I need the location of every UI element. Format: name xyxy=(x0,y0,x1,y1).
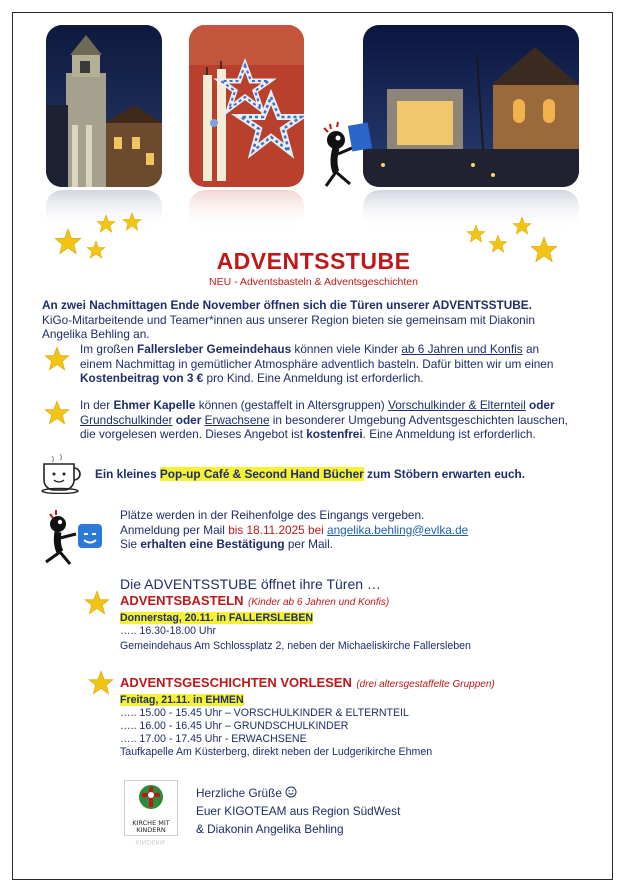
event-adventsgeschichten: ADVENTSGESCHICHTEN VORLESEN (drei altersgestaffelte Gruppen) Freitag, 21.11. in EHMEN ….. 15.00 - 15.45 Uhr – VORSCHULKINDER & ELTERNTEIL ….. 16.00 - 16.45 Uhr – GRUNDSCHULKINDER ….. 17.00 - 17.45 Uhr - ERWACHSENE Taufkapelle Am Küsterberg, direkt neben der Ludgerikirche Ehmen xyxy=(120,674,610,759)
star-bullet-icon xyxy=(84,590,110,616)
page-title: ADVENTSSTUBE xyxy=(216,248,411,274)
smiley-icon xyxy=(285,786,297,798)
figure-with-box-illustration xyxy=(34,508,110,568)
star-bullet-icon xyxy=(88,670,114,696)
star-icon xyxy=(512,216,532,236)
logo-reflection: KINDERN xyxy=(135,838,165,846)
photo-candles-stars xyxy=(189,25,304,187)
email-link[interactable]: angelika.behling@evlka.de xyxy=(327,522,469,537)
logo-text-1: KIRCHE MIT xyxy=(132,819,170,827)
time-slot: ….. 16.00 - 16.45 Uhr – GRUNDSCHULKINDER xyxy=(120,720,349,732)
time-slot: ….. 15.00 - 15.45 Uhr – VORSCHULKINDER & ELTERNTEIL xyxy=(120,707,409,719)
photo-candles-reflection xyxy=(189,190,304,230)
photo-chapel-night xyxy=(363,25,579,187)
closing-greeting: Herzliche Grüße Euer KIGOTEAM aus Region SüdWest & Diakonin Angelika Behling xyxy=(196,786,401,836)
page-subtitle: NEU - Adventsbasteln & Adventsgeschichten xyxy=(209,276,418,288)
cafe-line: Ein kleines Pop-up Café & Second Hand Bücher zum Stöbern erwarten euch. xyxy=(95,467,526,481)
event-advents-basteln: ADVENTSBASTELN (Kinder ab 6 Jahren und Konfis) Donnerstag, 20.11. in FALLERSLEBEN ….. 16.30-18.00 Uhr Gemeindehaus Am Schlossplatz 2, neben der Michaeliskirche Fallersleben xyxy=(120,593,471,652)
logo-text-2: KINDERN xyxy=(136,826,166,834)
time-slot: ….. 17.00 - 17.45 Uhr - ERWACHSENE xyxy=(120,733,307,745)
star-icon xyxy=(466,224,486,244)
intro-line-1: An zwei Nachmittagen Ende November öffnen sich die Türen unserer ADVENTSSTUBE. xyxy=(42,298,532,312)
coffee-cup-icon xyxy=(40,454,86,494)
star-icon xyxy=(122,212,142,232)
registration-info: Plätze werden in der Reihenfolge des Eingangs vergeben. Anmeldung per Mail bis 18.11.2025 bei angelika.behling@evlka.de Sie erhalten eine Bestätigung per Mail. xyxy=(120,508,469,552)
photo-church-tower xyxy=(46,25,162,187)
offer-fallersleben: Im großen Fallersleber Gemeindehaus können viele Kinder ab 6 Jahren und Konfis an einem Nachmittag in gemütlicher Atmosphäre adventlich basteln. Dafür bitten wir um einen Kostenbeitrag von 3 € pro Kind. Eine Anmeldung ist erforderlich. xyxy=(80,342,554,386)
intro-line-2: KiGo-Mitarbeitende und Teamer*innen aus unserer Region bieten sie gemeinsam mit Diakonin xyxy=(42,312,535,327)
star-bullet-icon xyxy=(44,346,70,372)
star-icon xyxy=(96,214,116,234)
reading-figure-illustration xyxy=(314,118,374,190)
schedule-heading: Die ADVENTSSTUBE öffnet ihre Türen … xyxy=(120,576,381,592)
intro-line-3: Angelika Behling an. xyxy=(42,327,150,342)
offer-ehmen: In der Ehmer Kapelle können (gestaffelt in Altersgruppen) Vorschulkinder & Elternteil oder Grundschulkinder oder Erwachsene in besonderer Umgebung Adventsgeschichten lauschen, die vorgelesen werden. Dieses Angebot ist kostenfrei. Eine Anmeldung ist erforderlich. xyxy=(80,398,568,442)
intro-paragraph xyxy=(42,298,602,342)
star-bullet-icon xyxy=(44,400,70,426)
kirche-mit-kindern-logo xyxy=(124,780,178,836)
